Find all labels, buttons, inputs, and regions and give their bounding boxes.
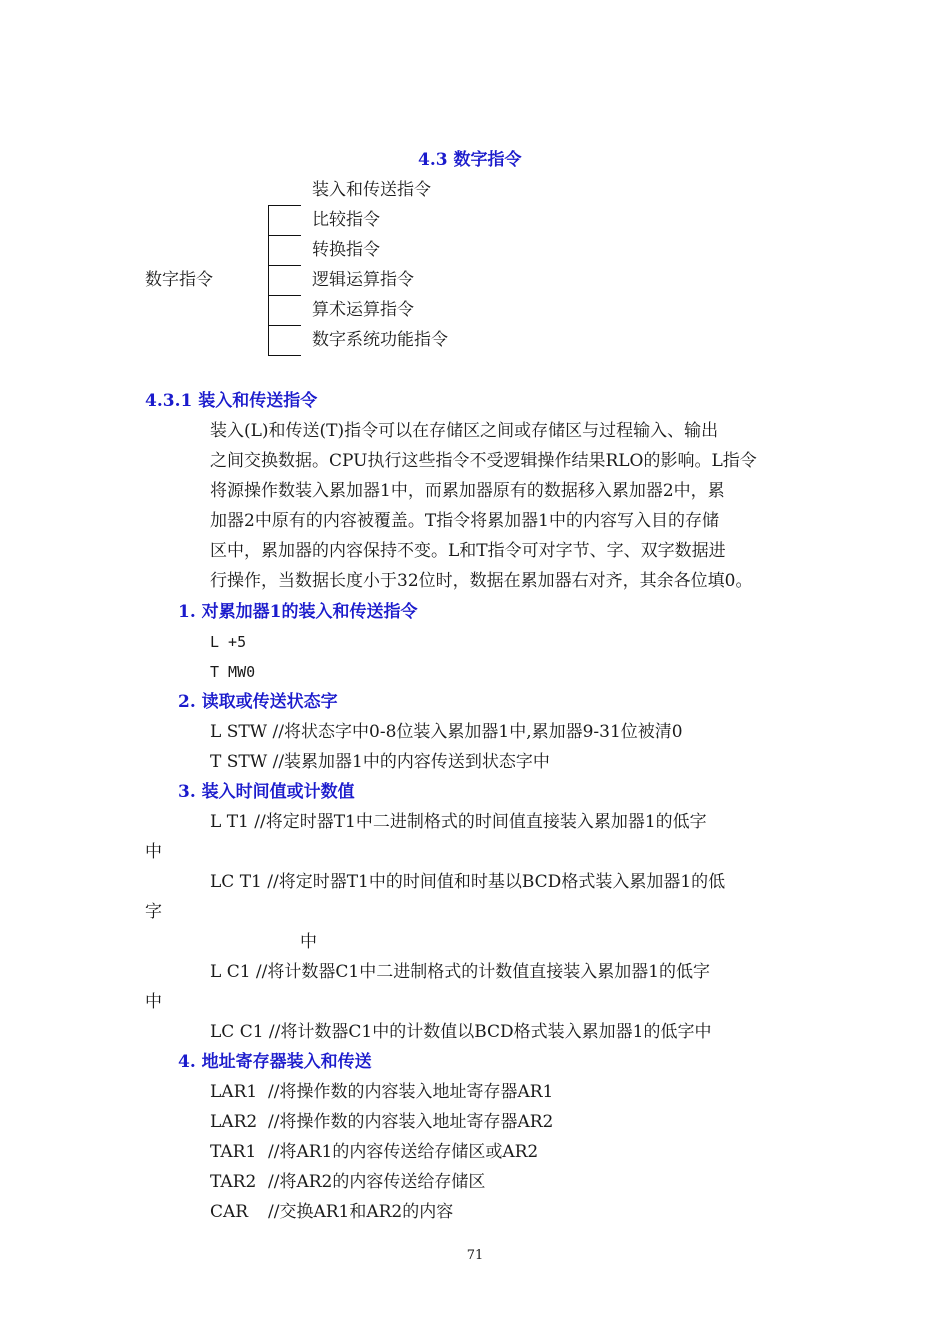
tree-branch: [268, 355, 301, 356]
op-comment: //将AR2的内容传送给存储区: [268, 1172, 486, 1192]
tree-branch: [268, 325, 301, 326]
page-number: 71: [466, 1248, 484, 1263]
wrapped-text: 中: [145, 992, 162, 1012]
code-line: L +5: [210, 633, 247, 651]
op-code: LAR1: [210, 1082, 258, 1102]
op-code: TAR2: [210, 1172, 257, 1192]
tree-item: 算术运算指令: [312, 300, 414, 320]
code-line: L T1 //将定时器T1中二进制格式的时间值直接装入累加器1的低字: [210, 812, 707, 832]
tree-item: 装入和传送指令: [312, 180, 431, 200]
op-comment: //交换AR1和AR2的内容: [268, 1202, 454, 1222]
paragraph-line: 行操作，当数据长度小于32位时，数据在累加器右对齐，其余各位填0。: [210, 571, 753, 591]
heading-2: 2. 读取或传送状态字: [178, 692, 338, 712]
tree-item: 数字系统功能指令: [312, 330, 448, 350]
op-comment: //将操作数的内容装入地址寄存器AR2: [268, 1112, 554, 1132]
tree-branch: [268, 295, 301, 296]
tree-branch: [268, 235, 301, 236]
heading-1: 1. 对累加器1的装入和传送指令: [178, 602, 418, 622]
op-code: TAR1: [210, 1142, 257, 1162]
tree-root: 数字指令: [145, 270, 213, 290]
code-line: T MW0: [210, 663, 256, 681]
tree-branch: [268, 265, 301, 266]
tree-item: 逻辑运算指令: [312, 270, 414, 290]
heading-4: 4. 地址寄存器装入和传送: [178, 1052, 372, 1072]
paragraph-line: 将源操作数装入累加器1中，而累加器原有的数据移入累加器2中，累: [210, 481, 725, 501]
tree-item: 转换指令: [312, 240, 380, 260]
paragraph-line: 装入(L)和传送(T)指令可以在存储区之间或存储区与过程输入、输出: [210, 421, 719, 441]
wrapped-text: 中: [300, 932, 317, 952]
code-line: L C1 //将计数器C1中二进制格式的计数值直接装入累加器1的低字: [210, 962, 711, 982]
wrapped-text: 中: [145, 842, 162, 862]
heading-3: 3. 装入时间值或计数值: [178, 782, 355, 802]
tree-branch: [268, 205, 301, 206]
intro-paragraph: [210, 416, 810, 596]
wrapped-text: 字: [145, 902, 162, 922]
paragraph-line: 加器2中原有的内容被覆盖。T指令将累加器1中的内容写入目的存储: [210, 511, 719, 531]
tree-vertical-line: [268, 205, 269, 355]
tree-item: 比较指令: [312, 210, 380, 230]
paragraph-line: 之间交换数据。CPU执行这些指令不受逻辑操作结果RLO的影响。L指令: [210, 451, 757, 471]
section-title: 4.3 数字指令: [418, 150, 522, 170]
op-code: CAR: [210, 1202, 249, 1222]
subsection-title: 4.3.1 装入和传送指令: [145, 391, 318, 411]
op-code: LAR2: [210, 1112, 258, 1132]
code-line: LC T1 //将定时器T1中的时间值和时基以BCD格式装入累加器1的低: [210, 872, 726, 892]
code-line: LC C1 //将计数器C1中的计数值以BCD格式装入累加器1的低字中: [210, 1022, 712, 1042]
paragraph-line: 区中，累加器的内容保持不变。L和T指令可对字节、字、双字数据进: [210, 541, 726, 561]
op-comment: //将AR1的内容传送给存储区或AR2: [268, 1142, 539, 1162]
code-line: L STW //将状态字中0-8位装入累加器1中,累加器9-31位被清0: [210, 722, 683, 742]
code-line: T STW //装累加器1中的内容传送到状态字中: [210, 752, 550, 772]
op-comment: //将操作数的内容装入地址寄存器AR1: [268, 1082, 554, 1102]
